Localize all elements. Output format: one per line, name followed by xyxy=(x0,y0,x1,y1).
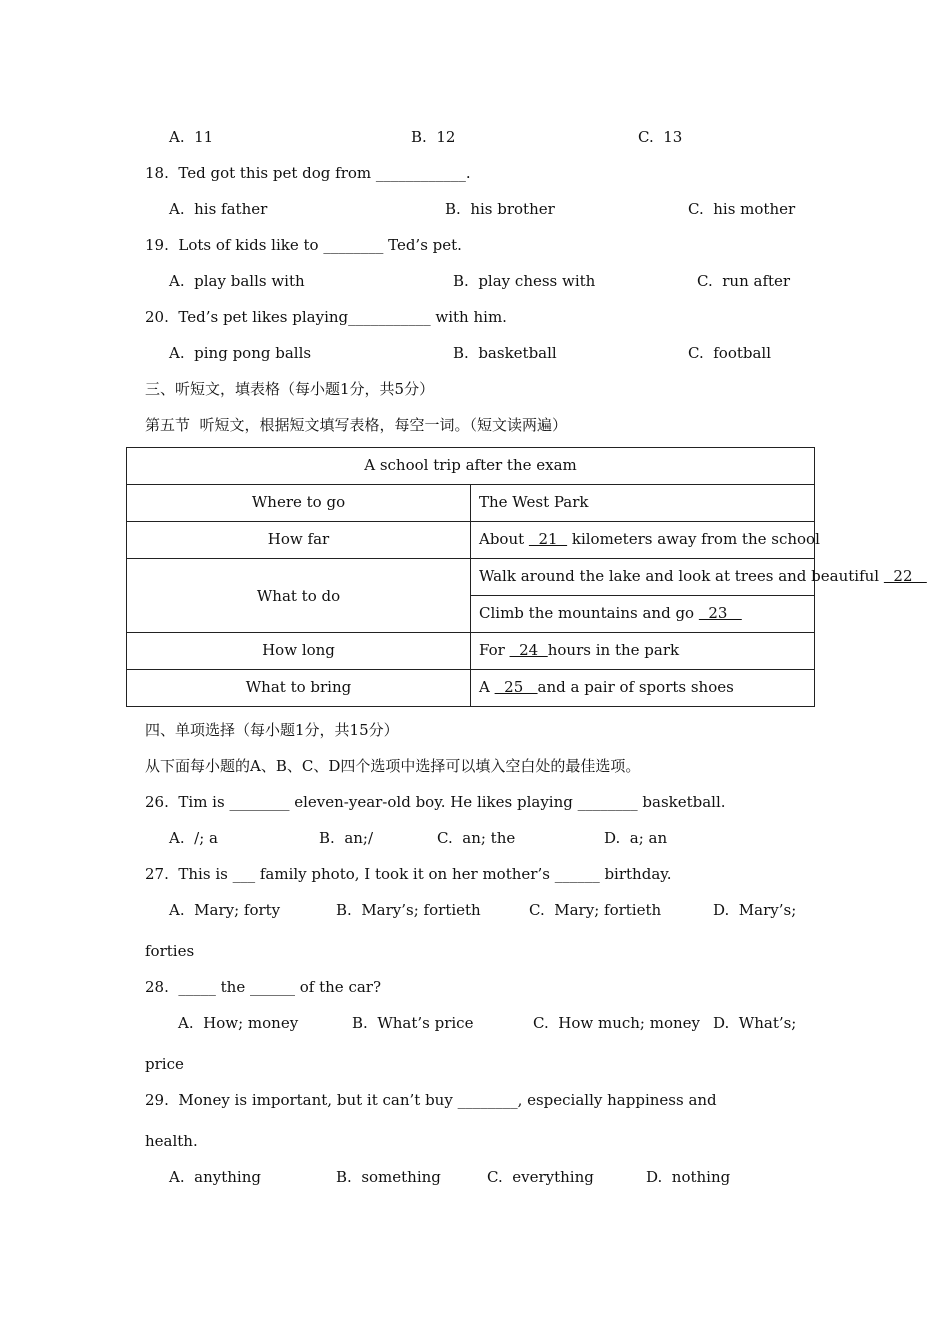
q17-option-a: A. 11 xyxy=(169,128,214,146)
q29-stem-wrap: health. xyxy=(145,1132,198,1150)
value-text: About xyxy=(479,530,529,548)
blank-23[interactable]: 23 xyxy=(698,604,742,622)
q29-stem: 29. Money is important, but it can’t buy ________, especially happiness and xyxy=(145,1091,717,1109)
section4-instruction: 从下面每小题的A、B、C、D四个选项中选择可以填入空白处的最佳选项。 xyxy=(145,757,641,775)
row-label-where: Where to go xyxy=(127,485,471,522)
table-row xyxy=(127,633,815,670)
row-value-where xyxy=(471,485,815,522)
q17-option-b: B. 12 xyxy=(411,128,456,146)
blank-25[interactable]: 25 xyxy=(494,678,538,696)
row-label-what-to-bring: What to bring xyxy=(127,670,471,707)
q19-option-b: B. play chess with xyxy=(453,272,596,290)
table-row xyxy=(127,485,815,522)
q19-option-a: A. play balls with xyxy=(169,272,305,290)
q26-option-d: D. a; an xyxy=(604,829,668,847)
table-row xyxy=(127,522,815,559)
q28-option-d: D. What’s; xyxy=(713,1014,797,1032)
q29-option-d: D. nothing xyxy=(646,1168,731,1186)
blank-24[interactable]: 24 xyxy=(509,641,548,659)
value-text: The West Park xyxy=(479,493,589,511)
q28-stem: 28. _____ the ______ of the car? xyxy=(145,978,382,996)
q28-option-a: A. How; money xyxy=(178,1014,299,1032)
q27-stem: 27. This is ___ family photo, I took it on her mother’s ______ birthday. xyxy=(145,865,672,883)
section3-instruction: 第五节 听短文，根据短文填写表格，每空一词。（短文读两遍） xyxy=(145,416,568,434)
row-label-how-long: How long xyxy=(127,633,471,670)
school-trip-table xyxy=(126,447,927,707)
q29-option-a: A. anything xyxy=(169,1168,261,1186)
q28-option-c: C. How much; money xyxy=(533,1014,700,1032)
value-text: A xyxy=(479,678,495,696)
q29-option-c: C. everything xyxy=(487,1168,594,1186)
q18-option-b: B. his brother xyxy=(445,200,555,218)
row-value-how-far xyxy=(471,522,820,559)
value-text: Walk around the lake and look at trees and beautiful xyxy=(479,567,884,585)
q27-option-d-wrap: forties xyxy=(145,942,195,960)
q27-option-a: A. Mary; forty xyxy=(169,901,281,919)
value-text: and a pair of sports shoes xyxy=(537,678,734,696)
q29-option-b: B. something xyxy=(336,1168,441,1186)
blank-21[interactable]: 21 xyxy=(528,530,568,548)
q18-option-c: C. his mother xyxy=(688,200,796,218)
table-row xyxy=(127,559,815,596)
section4-title: 四、单项选择（每小题1分，共15分） xyxy=(145,721,399,739)
value-text: For xyxy=(479,641,510,659)
q27-option-b: B. Mary’s; fortieth xyxy=(336,901,481,919)
q26-option-a: A. /; a xyxy=(169,829,218,847)
q27-option-c: C. Mary; fortieth xyxy=(529,901,662,919)
q28-option-b: B. What’s price xyxy=(352,1014,474,1032)
q28-option-d-wrap: price xyxy=(145,1055,184,1073)
row-value-what-to-do-2 xyxy=(471,596,815,633)
row-label-what-to-do: What to do xyxy=(127,559,471,633)
q18-option-a: A. his father xyxy=(169,200,268,218)
row-value-how-long xyxy=(471,633,815,670)
table-header: A school trip after the exam xyxy=(127,448,815,485)
q20-option-b: B. basketball xyxy=(453,344,557,362)
q20-option-c: C. football xyxy=(688,344,772,362)
q18-stem: 18. Ted got this pet dog from ____________. xyxy=(145,164,471,182)
q26-option-b: B. an;/ xyxy=(319,829,374,847)
q26-option-c: C. an; the xyxy=(437,829,516,847)
q19-stem: 19. Lots of kids like to ________ Ted’s pet. xyxy=(145,236,462,254)
row-value-what-to-bring xyxy=(471,670,815,707)
q19-option-c: C. run after xyxy=(697,272,791,290)
q27-option-d: D. Mary’s; xyxy=(713,901,797,919)
q17-option-c: C. 13 xyxy=(638,128,683,146)
q20-option-a: A. ping pong balls xyxy=(169,344,312,362)
table-row xyxy=(127,670,815,707)
row-value-what-to-do-1 xyxy=(471,559,927,596)
value-text: Climb the mountains and go xyxy=(479,604,699,622)
value-text: kilometers away from the school xyxy=(567,530,820,548)
q20-stem: 20. Ted’s pet likes playing___________ with him. xyxy=(145,308,507,326)
value-text: hours in the park xyxy=(547,641,680,659)
section3-title: 三、听短文，填表格（每小题1分，共5分） xyxy=(145,380,435,398)
q26-stem: 26. Tim is ________ eleven-year-old boy. He likes playing ________ basketball. xyxy=(145,793,726,811)
blank-22[interactable]: 22 xyxy=(883,567,927,585)
row-label-how-far: How far xyxy=(127,522,471,559)
